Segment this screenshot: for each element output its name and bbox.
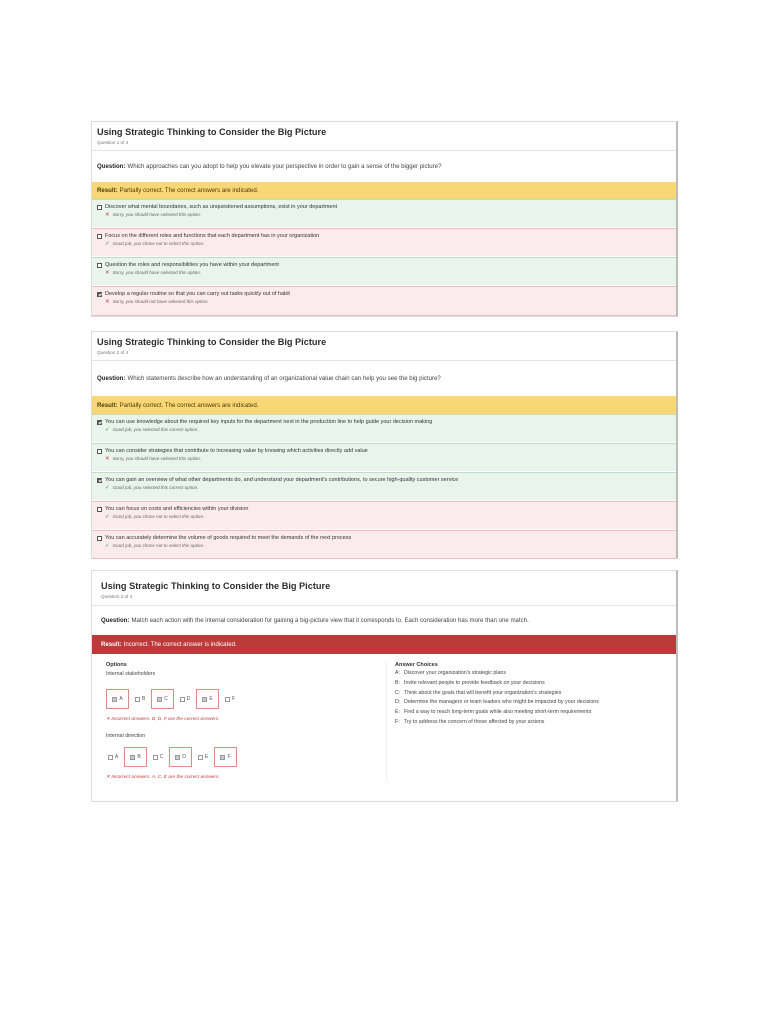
question-body: Match each action with the internal consideration for gaining a big-picture view that it corresponds to. Each consideration has more than one match.	[131, 617, 529, 624]
match-row-internal-direction	[106, 746, 386, 768]
option-checkbox[interactable]	[97, 507, 102, 512]
card-title: Using Strategic Thinking to Consider the Big Picture	[97, 337, 327, 347]
match-option-e[interactable]: E	[196, 689, 219, 709]
option-label: Focus on the different roles and functions that each department has in your organization	[105, 233, 320, 239]
checkbox-icon	[180, 697, 185, 702]
matching-area	[92, 654, 676, 781]
card-header	[92, 122, 676, 150]
checkbox-icon	[220, 755, 225, 760]
question-card-2	[91, 331, 678, 559]
question-text	[92, 150, 676, 182]
options-heading: Options	[106, 662, 127, 668]
question-counter: Question 1 of 4	[97, 140, 129, 145]
answer-choice: A: Discover your organization's strategic plans	[395, 670, 506, 676]
question-label: Question:	[97, 163, 126, 170]
checkbox-icon	[130, 755, 135, 760]
checkbox-icon	[198, 755, 203, 760]
option-row	[92, 472, 676, 501]
check-mark-icon: ✓	[105, 241, 110, 247]
x-mark-icon: ✕	[105, 456, 110, 462]
option-feedback: Sorry, you should have selected this option.	[112, 212, 202, 217]
match-option-c[interactable]: C	[151, 747, 165, 767]
option-row	[92, 286, 676, 316]
option-label: You can consider strategies that contribute to increasing value by knowing which activities directly add value	[105, 448, 368, 454]
match-option-a[interactable]: A	[106, 747, 120, 767]
checkbox-icon	[108, 755, 113, 760]
option-checkbox[interactable]	[97, 449, 102, 454]
card-header	[92, 571, 676, 605]
x-mark-icon: ✕	[105, 299, 110, 305]
match-option-b[interactable]: B	[133, 689, 147, 709]
question-body: Which approaches can you adopt to help you elevate your perspective in order to gain a sense of the bigger picture?	[127, 163, 442, 170]
option-checkbox[interactable]	[97, 205, 102, 210]
match-option-b[interactable]: B	[124, 747, 147, 767]
option-feedback: Good job, you selected this correct option.	[112, 427, 199, 432]
result-label: Result:	[101, 641, 122, 648]
match-option-c[interactable]: C	[151, 689, 174, 709]
option-feedback: Sorry, you should have selected this option.	[112, 456, 202, 461]
match-option-a[interactable]: A	[106, 689, 129, 709]
question-counter: Question 2 of 4	[97, 350, 129, 355]
match-option-d[interactable]: D	[178, 689, 192, 709]
question-body: Which statements describe how an understanding of an organizational value chain can help you see the big picture?	[127, 375, 441, 382]
error-message: ✕ Incorrect answers. A, C, E are the correct answers.	[106, 775, 220, 780]
question-label: Question:	[101, 617, 130, 624]
answer-choices-heading: Answer Choices	[395, 662, 438, 668]
option-label: You can use knowledge about the required key inputs for the department next in the production line to help guide your decision making	[105, 419, 433, 425]
result-banner	[92, 396, 676, 414]
match-option-e[interactable]: E	[196, 747, 210, 767]
error-message: ✕ Incorrect answers. B, D, F are the correct answers.	[106, 717, 220, 722]
option-row	[92, 199, 676, 228]
check-mark-icon: ✓	[105, 485, 110, 491]
checkbox-icon	[225, 697, 230, 702]
result-label: Result:	[97, 187, 118, 194]
option-label: You can accurately determine the volume of goods required to meet the demands of the next process	[105, 535, 352, 541]
answer-choice: D: Determine the managers or team leaders who might be impacted by your decisions	[395, 699, 599, 706]
option-checkbox[interactable]	[97, 263, 102, 268]
result-label: Result:	[97, 401, 118, 409]
option-feedback: Good job, you chose not to select this option.	[112, 543, 205, 548]
option-label: You can focus on costs and efficiencies within your division	[105, 506, 249, 512]
option-checkbox-checked[interactable]	[97, 478, 102, 483]
x-mark-icon: ✕	[105, 270, 110, 276]
x-mark-icon: ✕	[106, 717, 112, 722]
option-checkbox[interactable]	[97, 234, 102, 239]
option-checkbox[interactable]	[97, 536, 102, 541]
option-row	[92, 414, 676, 443]
checkbox-icon	[135, 697, 140, 702]
option-feedback: Good job, you selected this correct option.	[112, 485, 199, 490]
result-banner	[92, 635, 676, 654]
question-text	[92, 360, 676, 396]
x-mark-icon: ✕	[105, 212, 110, 218]
group-label: Internal stakeholders	[106, 671, 156, 677]
option-row	[92, 530, 676, 559]
option-feedback: Sorry, you should not have selected this option.	[112, 299, 209, 304]
result-text: Partially correct. The correct answers are indicated.	[119, 187, 259, 194]
result-text: Incorrect. The correct answer is indicated.	[123, 641, 237, 648]
check-mark-icon: ✓	[105, 514, 110, 520]
checkbox-icon	[202, 697, 207, 702]
checkbox-icon	[112, 697, 117, 702]
question-text	[92, 605, 676, 635]
checkbox-icon	[157, 697, 162, 702]
option-label: Discover what mental boundaries, such as unquestioned assumptions, exist in your department	[105, 204, 338, 210]
x-mark-icon: ✕	[106, 775, 112, 780]
match-option-f[interactable]: F	[223, 689, 237, 709]
option-row	[92, 257, 676, 286]
match-option-f[interactable]: F	[214, 747, 237, 767]
answer-choice: B: Invite relevant people to provide feedback on your decisions	[395, 679, 545, 686]
option-feedback: Good job, you chose not to select this option.	[112, 241, 205, 246]
check-mark-icon: ✓	[105, 543, 110, 549]
option-feedback: Sorry, you should have selected this option.	[112, 270, 202, 275]
card-title: Using Strategic Thinking to Consider the Big Picture	[97, 127, 327, 137]
result-text: Partially correct. The correct answers are indicated.	[119, 401, 259, 409]
question-counter: Question 3 of 4	[101, 594, 133, 599]
option-label: You can gain an overview of what other departments do, and understand your department's contributions, to secure high-quality customer service	[105, 477, 459, 483]
group-label: Internal direction	[106, 733, 146, 739]
match-option-d[interactable]: D	[169, 747, 192, 767]
option-row	[92, 228, 676, 257]
answer-choices-column	[386, 662, 668, 781]
checkbox-icon	[175, 755, 180, 760]
option-row	[92, 501, 676, 530]
checkbox-icon	[153, 755, 158, 760]
question-label: Question:	[97, 375, 126, 382]
option-checkbox-checked[interactable]	[97, 420, 102, 425]
option-checkbox-checked[interactable]	[97, 292, 102, 297]
card-title: Using Strategic Thinking to Consider the Big Picture	[101, 581, 331, 591]
question-card-3	[91, 570, 678, 802]
check-mark-icon: ✓	[105, 427, 110, 433]
options-column	[106, 662, 386, 781]
answer-choice: F: Try to address the concern of those affected by your actions	[395, 718, 545, 725]
option-row	[92, 443, 676, 472]
question-card-1	[91, 121, 678, 317]
option-label: Develop a regular routine so that you can carry out tasks quickly out of habit	[105, 291, 290, 297]
card-header	[92, 332, 676, 360]
option-feedback: Good job, you chose not to select this option.	[112, 514, 205, 519]
match-row-internal-stakeholders	[106, 688, 386, 710]
result-banner	[92, 182, 676, 199]
answer-choice: E: Find a way to reach long-term goals while also meeting short-term requirements	[395, 709, 592, 716]
answer-choice: C: Think about the goals that will benefit your organization's strategies	[395, 689, 562, 696]
option-label: Question the roles and responsibilities you have within your department	[105, 262, 279, 268]
